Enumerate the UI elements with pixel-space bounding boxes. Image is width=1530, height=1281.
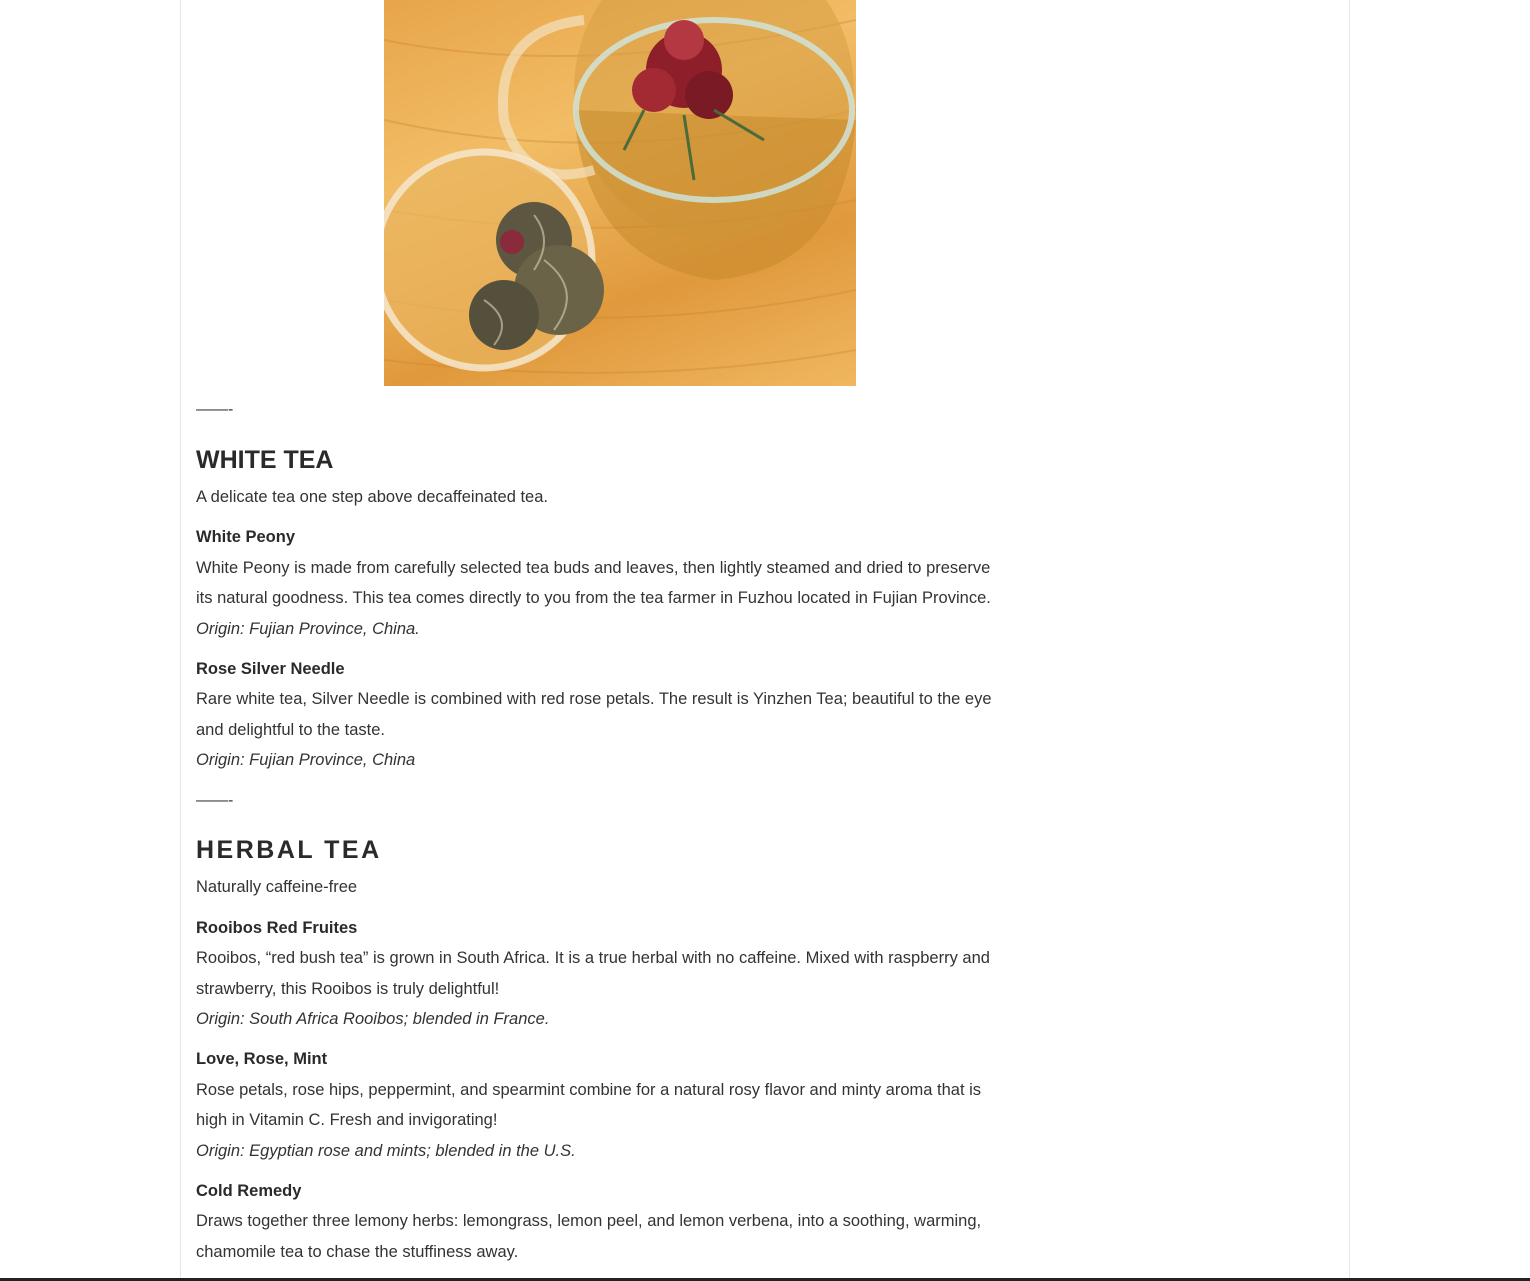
tea-description: chamomile tea to chase the stuffiness away. <box>196 1243 519 1261</box>
tea-origin: Origin: South Africa Rooibos; blended in France. <box>196 1010 550 1028</box>
section-heading-white-tea: WHITE TEA <box>196 446 334 474</box>
tea-name: Rooibos Red Fruites <box>196 919 358 937</box>
tea-name: Rose Silver Needle <box>196 660 345 678</box>
tea-description: White Peony is made from carefully selected tea buds and leaves, then lightly steamed and dried to preserve <box>196 559 991 577</box>
tea-origin: Origin: Fujian Province, China <box>196 751 416 769</box>
tea-name: Love, Rose, Mint <box>196 1050 328 1068</box>
tea-description: Rare white tea, Silver Needle is combined with red rose petals. The result is Yinzhen Tea; beautiful to the eye <box>196 690 992 708</box>
separator: ——- <box>196 401 234 418</box>
tea-description: Rooibos, “red bush tea” is grown in South Africa. It is a true herbal with no caffeine. Mixed with raspberry and <box>196 949 990 967</box>
tea-name: Cold Remedy <box>196 1182 302 1200</box>
page-container <box>180 0 1350 1278</box>
tea-description: its natural goodness. This tea comes directly to you from the tea farmer in Fuzhou located in Fujian Province. <box>196 589 991 607</box>
tea-origin: Origin: Fujian Province, China. <box>196 620 420 638</box>
tea-description: high in Vitamin C. Fresh and invigorating! <box>196 1111 498 1129</box>
tea-description: Rose petals, rose hips, peppermint, and spearmint combine for a natural rosy flavor and minty aroma that is <box>196 1081 982 1099</box>
separator: ——- <box>196 792 234 809</box>
tea-name: White Peony <box>196 528 296 546</box>
section-intro: Naturally caffeine-free <box>196 878 358 896</box>
tea-photo-illustration <box>384 0 856 386</box>
tea-description: strawberry, this Rooibos is truly delightful! <box>196 980 500 998</box>
tea-description: and delightful to the taste. <box>196 721 385 739</box>
tea-description: Draws together three lemony herbs: lemongrass, lemon peel, and lemon verbena, into a soothing, warming, <box>196 1212 982 1230</box>
blooming-tea-photo <box>384 0 856 386</box>
tea-origin: Origin: Egyptian rose and mints; blended in the U.S. <box>196 1142 576 1160</box>
section-heading-herbal-tea: HERBAL TEA <box>196 836 382 864</box>
section-intro: A delicate tea one step above decaffeinated tea. <box>196 488 548 506</box>
